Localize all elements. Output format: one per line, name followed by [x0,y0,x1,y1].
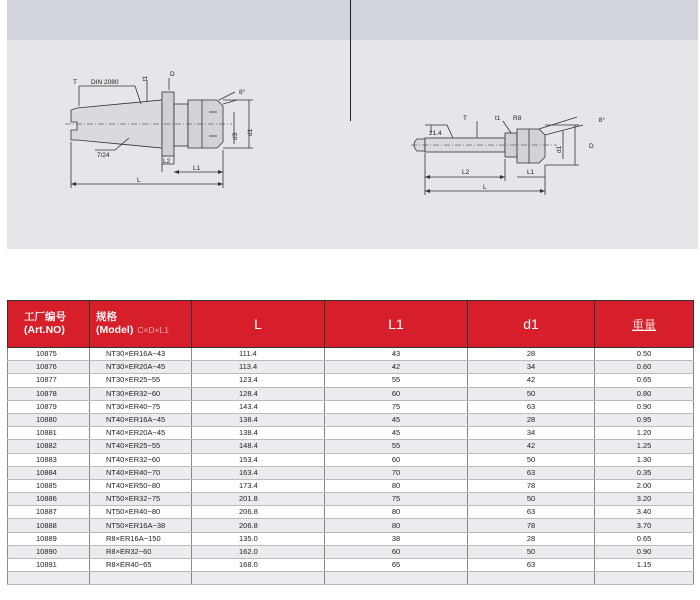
table-row [8,519,694,532]
cell-L1: 45 [325,427,468,440]
cell-d1: 28 [468,413,595,426]
cell-L: 206.8 [192,506,325,519]
table-row [8,361,694,374]
cell-weight: 0.65 [595,532,694,545]
cell-L: 138.4 [192,427,325,440]
cell-art-no: 10885 [8,479,90,492]
cell-d1 [468,572,595,585]
cell-L: 138.4 [192,413,325,426]
cell-model: R8×ER16A−150 [90,532,192,545]
drawing-panel [7,0,698,249]
cell-art-no: 10881 [8,427,90,440]
table-row [8,545,694,558]
table-body [8,348,694,585]
cell-model: NT30×ER32−60 [90,387,192,400]
cell-L: 148.4 [192,440,325,453]
cell-d1: 63 [468,466,595,479]
t-label: T [463,115,467,122]
cell-L: 168.0 [192,559,325,572]
cell-L1: 45 [325,413,468,426]
table-row [8,559,694,572]
cell-weight: 0.80 [595,387,694,400]
cell-d1: 63 [468,506,595,519]
d3-label: d3 [232,132,239,140]
cell-art-no: 10891 [8,559,90,572]
cell-L1 [325,572,468,585]
nt-holder-drawing [57,60,267,200]
cell-weight: 3.20 [595,493,694,506]
header-model-cn: 规格 [96,311,117,323]
cell-art-no: 10889 [8,532,90,545]
cell-L: 201.8 [192,493,325,506]
header-art-cn: 工厂编号 [24,311,66,323]
cell-art-no: 10876 [8,361,90,374]
l1-label: L1 [193,165,201,172]
angle-label: 8° [239,89,246,96]
cell-art-no: 10887 [8,506,90,519]
cell-art-no: 10890 [8,545,90,558]
cell-weight: 0.65 [595,374,694,387]
cell-L: 163.4 [192,466,325,479]
cell-L1: 60 [325,545,468,558]
cell-L: 135.0 [192,532,325,545]
taper-label: 7/24 [97,152,110,159]
cell-d1: 78 [468,479,595,492]
cell-art-no: 10883 [8,453,90,466]
cell-d1: 34 [468,361,595,374]
cell-weight: 0.90 [595,400,694,413]
header-weight: 重量 [595,301,694,348]
header-model-hint: C×D×L1 [137,325,169,335]
cell-model: NT30×ER20A−45 [90,361,192,374]
cell-model: NT30×ER16A−43 [90,348,192,361]
l2-label: L2 [462,169,470,176]
cell-d1: 50 [468,453,595,466]
l2-label: L2 [163,158,171,165]
table-row [8,348,694,361]
cell-d1: 63 [468,400,595,413]
cell-d1: 42 [468,374,595,387]
cell-weight: 0.35 [595,466,694,479]
table-row [8,400,694,413]
cell-weight: 1.15 [595,559,694,572]
t1-label: t1 [142,75,149,81]
l-label: L [137,177,141,184]
cell-model: NT40×ER16A−45 [90,413,192,426]
cell-weight: 1.30 [595,453,694,466]
l-label: L [483,184,487,191]
cell-model: R8×ER32−60 [90,545,192,558]
cell-L: 111.4 [192,348,325,361]
table-row [8,532,694,545]
cell-art-no: 10886 [8,493,90,506]
header-d1: d1 [468,301,595,348]
cell-model: NT30×ER25−55 [90,374,192,387]
cell-L: 206.8 [192,519,325,532]
cell-L1: 65 [325,559,468,572]
cell-weight: 3.40 [595,506,694,519]
header-model-en: (Model) [96,324,134,336]
cell-model: NT50×ER40−80 [90,506,192,519]
cell-weight [595,572,694,585]
cell-d1: 78 [468,519,595,532]
cell-L1: 70 [325,466,468,479]
table-row [8,427,694,440]
table-row [8,453,694,466]
cell-art-no: 10879 [8,400,90,413]
table-row [8,387,694,400]
dim-label: 21.4 [429,130,442,137]
cell-weight: 0.95 [595,413,694,426]
cell-L1: 75 [325,493,468,506]
cell-L1: 60 [325,453,468,466]
cell-model: NT30×ER40−75 [90,400,192,413]
spec-table [7,300,694,585]
cell-L1: 43 [325,348,468,361]
cell-d1: 28 [468,348,595,361]
cell-L: 143.4 [192,400,325,413]
cell-model [90,572,192,585]
table-row [8,374,694,387]
header-art-no [8,301,90,348]
cell-L: 173.4 [192,479,325,492]
cell-L1: 38 [325,532,468,545]
cell-L: 153.4 [192,453,325,466]
cell-art-no: 10877 [8,374,90,387]
t1-label: t1 [495,115,501,122]
cell-weight: 2.00 [595,479,694,492]
table-row [8,413,694,426]
cell-model: R8×ER40−65 [90,559,192,572]
cell-weight: 3.70 [595,519,694,532]
cell-model: NT50×ER32−75 [90,493,192,506]
r8-holder-drawing [407,105,607,200]
cell-L1: 80 [325,506,468,519]
angle-label: 8° [598,117,605,124]
table-row [8,493,694,506]
cell-model: NT40×ER20A−45 [90,427,192,440]
table-row [8,440,694,453]
cell-L: 113.4 [192,361,325,374]
table-row [8,572,694,585]
cell-d1: 50 [468,493,595,506]
d1-label: d1 [247,128,254,136]
cell-d1: 42 [468,440,595,453]
cell-L: 162.0 [192,545,325,558]
cell-L1: 80 [325,519,468,532]
header-L1: L1 [325,301,468,348]
t-label: T [73,79,77,86]
cell-weight: 1.25 [595,440,694,453]
cell-weight: 1.20 [595,427,694,440]
header-model [90,301,192,348]
table-header-row [8,301,694,348]
cell-d1: 50 [468,545,595,558]
cell-model: NT40×ER40−70 [90,466,192,479]
d-label: D [170,71,175,78]
cell-art-no [8,572,90,585]
cell-L1: 55 [325,374,468,387]
din-label: DIN 2080 [91,79,119,86]
cell-model: NT40×ER50−80 [90,479,192,492]
l1-label: L1 [527,169,535,176]
table-row [8,466,694,479]
cell-art-no: 10878 [8,387,90,400]
cell-d1: 50 [468,387,595,400]
d1-label: d1 [556,145,563,153]
table-row [8,479,694,492]
cell-L1: 60 [325,387,468,400]
cell-weight: 0.90 [595,545,694,558]
cell-model: NT40×ER32−60 [90,453,192,466]
header-art-en: (Art.NO) [24,324,65,336]
d-label: D [589,143,594,150]
cell-L1: 55 [325,440,468,453]
cell-L1: 75 [325,400,468,413]
cell-art-no: 10875 [8,348,90,361]
cell-L1: 42 [325,361,468,374]
table-row [8,506,694,519]
cell-L1: 80 [325,479,468,492]
r8-label: R8 [513,115,522,122]
cell-d1: 63 [468,559,595,572]
cell-model: NT50×ER16A−38 [90,519,192,532]
cell-weight: 0.50 [595,348,694,361]
cell-art-no: 10884 [8,466,90,479]
header-L: L [192,301,325,348]
cell-L [192,572,325,585]
cell-art-no: 10880 [8,413,90,426]
cell-art-no: 10882 [8,440,90,453]
cell-L: 128.4 [192,387,325,400]
cell-d1: 34 [468,427,595,440]
cell-model: NT40×ER25−55 [90,440,192,453]
drawing-header-band [7,0,698,40]
cell-L: 123.4 [192,374,325,387]
cell-art-no: 10888 [8,519,90,532]
cell-d1: 28 [468,532,595,545]
drawing-divider [350,0,351,121]
cell-weight: 0.60 [595,361,694,374]
